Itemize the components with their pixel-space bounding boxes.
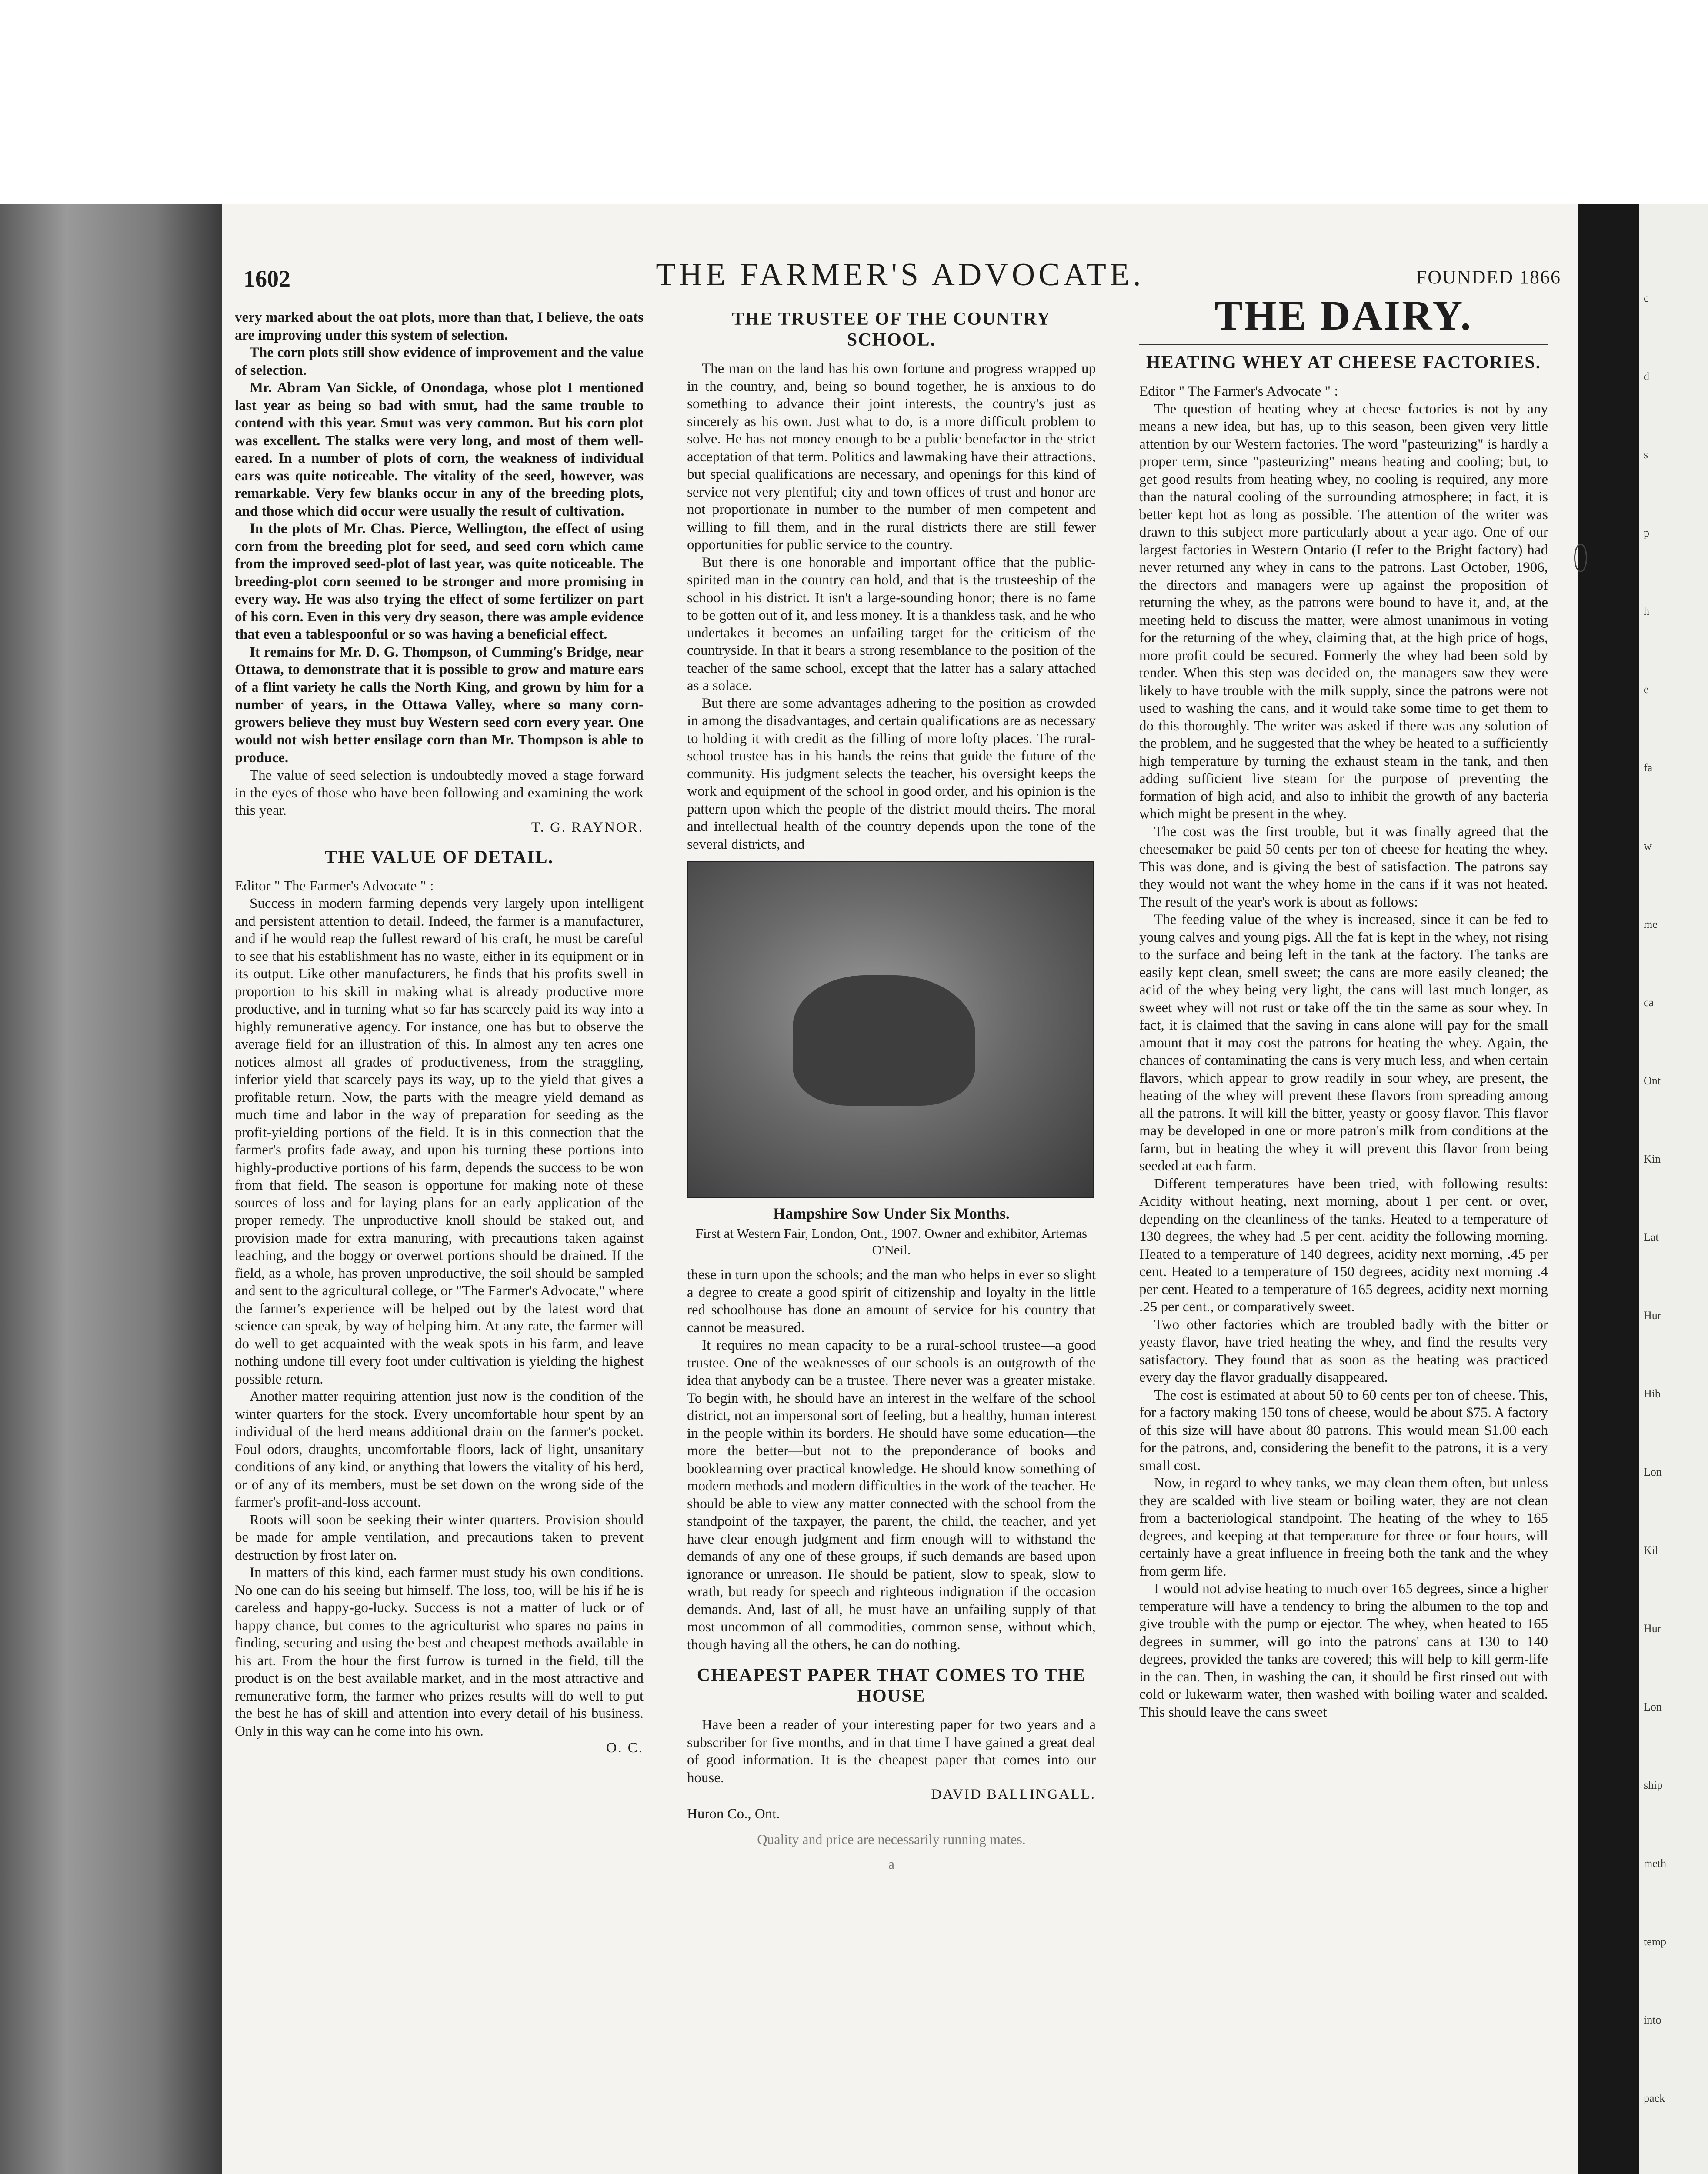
- adjacent-page-fragment: h: [1644, 605, 1649, 617]
- paragraph: Two other factories which are troubled badly with the bitter or yeasty flavor, have tried heating the whey, and find the results very satisfactory. They found that as soon as the heating was practiced every day the flavor gradually disappeared.: [1139, 1317, 1548, 1385]
- department-heading: THE DAIRY.: [1214, 292, 1473, 339]
- adjacent-page-fragment: me: [1644, 918, 1658, 930]
- letter-title: CHEAPEST PAPER THAT COMES TO THE HOUSE: [697, 1665, 1086, 1706]
- margin-ink-mark: [1574, 544, 1587, 572]
- adjacent-page-fragment: d: [1644, 370, 1649, 383]
- photo-caption: First at Western Fair, London, Ont., 1907. Owner and exhibitor, Artemas O'Neil.: [695, 1226, 1088, 1257]
- adjacent-page-fragment: Lat: [1644, 1231, 1659, 1244]
- footer-mark: a: [888, 1856, 895, 1872]
- article-title: THE TRUSTEE OF THE COUNTRY SCHOOL.: [732, 309, 1051, 350]
- adjacent-page-fragment: p: [1644, 527, 1649, 539]
- hampshire-sow-photo: [687, 861, 1094, 1198]
- paragraph: But there are some advantages adhering to the position as crowded in among the disadvantages, and certain qualifications are as necessary to holding it with credit as the filling of more lofty places. The rural-school trustee has in his hands the reins that guide the future of the community. His judgment selects the teacher, his oversight keeps the work and equipment of the school in good order, and his opinion is the pattern upon which the people of the district mould theirs. The moral and intellectual health of the country depends upon the tone of the several districts, and: [687, 695, 1096, 852]
- paragraph: It requires no mean capacity to be a rural-school trustee—a good trustee. One of the weaknesses of our schools is an outgrowth of the idea that anybody can be a trustee. There never was a greater mistake. To begin with, he should have an interest in the welfare of the school district, not an impersonal sort of feeling, but a healthy, human interest in the people within its borders. He should have some education—the more the better—but not to the preponderance of books and booklearning over practical knowledge. He should know something of modern methods and modern difficulties in the work of the teacher. He should be able to view any matter connected with the school from the standpoint of the taxpayer, the parent, the child, the teacher, and yet have clear enough judgment and firm enough will to withstand the demands of any one of these groups, if such demands are based upon ignorance or unreason. He should be patient, slow to speak, slow to wrath, but ready for speech and righteous indignation if the occasion demands. And, last of all, he must have an unfailing supply of that most uncommon of all commodities, common sense, without which, though having all the others, he can do nothing.: [687, 1337, 1096, 1653]
- editor-salutation: Editor " The Farmer's Advocate " :: [1139, 383, 1338, 399]
- adjacent-page-fragment: meth: [1644, 1857, 1666, 1870]
- scan-background-top: [0, 0, 1708, 204]
- page-header: [222, 257, 1578, 296]
- paragraph: The question of heating whey at cheese factories is not by any means a new idea, but has, up to this season, been given very little attention by our Western factories. The word "pasteurizing" is hardly a proper term, since "pasteurizing" means heating and cooling; but, to get good results from heating whey, no cooling is required, any more than the natural cooling of the surrounding atmosphere; in fact, it is better kept hot as long as possible. The attention of the writer was drawn to this subject more particularly about a year ago. One of our largest factories in Western Ontario (I refer to the Bright factory) had never returned any whey in cans to the patrons. Last October, 1906, the directors and managers were up against the proposition of returning the whey, as the patrons were bound to have it, and, at the meeting held to discuss the matter, were almost unanimous in voting for the returning of the whey, claiming that, at the high price of hogs, more profit could be secured. Formerly the whey had been sold by tender. When this step was decided on, the managers saw they were likely to have trouble with the milk supply, since the patrons were not used to washing the cans, and it would take some time to get them to do this thoroughly. The writer was asked if there was any solution of the problem, and he suggested that the whey be heated to a sufficiently high temperature by turning the exhaust steam in the tank, and then adding sufficient live steam for the purpose of preventing the formation of high acid, and also to inhibit the growth of any bacteria which might be present in the whey.: [1139, 401, 1548, 822]
- adjacent-page-fragment: s: [1644, 448, 1648, 461]
- adjacent-page-fragment: e: [1644, 683, 1649, 696]
- adjacent-page-fragment: Ont: [1644, 1074, 1661, 1087]
- paragraph: these in turn upon the schools; and the man who helps in ever so slight a degree to create a good spirit of citizenship and loyalty in the little red schoolhouse has done an amount of service for his country that cannot be measured.: [687, 1267, 1096, 1336]
- article-title: THE VALUE OF DETAIL.: [324, 847, 554, 867]
- paragraph: The corn plots still show evidence of improvement and the value of selection.: [235, 345, 644, 378]
- adjacent-page-fragment: Lon: [1644, 1466, 1662, 1478]
- paragraph: It remains for Mr. D. G. Thompson, of Cumming's Bridge, near Ottawa, to demonstrate that it is possible to grow and mature ears of a flint variety he calls the North King, and grown by him for a number of years, in the Ottawa Valley, where so many corn-growers believe they must buy Western seed corn every year. One would not wish better ensilage corn than Mr. Thompson is able to produce.: [235, 644, 644, 766]
- adjacent-page-fragment: fa: [1644, 761, 1653, 774]
- letter-location: Huron Co., Ont.: [687, 1806, 780, 1822]
- paragraph: very marked about the oat plots, more than that, I believe, the oats are improving under this system of selection.: [235, 310, 644, 343]
- author-signature: T. G. RAYNOR.: [531, 819, 644, 835]
- adjacent-page-fragment: Hur: [1644, 1309, 1661, 1322]
- footer-slogan: Quality and price are necessarily running mates.: [757, 1831, 1026, 1847]
- newspaper-page: [222, 204, 1578, 2174]
- paragraph: The value of seed selection is undoubtedly moved a stage forward in the eyes of those who have been following and examining the work this year.: [235, 767, 644, 818]
- column-2: [687, 309, 1096, 1874]
- adjacent-page-fragment: ship: [1644, 1779, 1663, 1791]
- letter-location-row: [687, 1805, 1096, 1823]
- adjacent-page-fragment: c: [1644, 292, 1649, 304]
- page-number: 1602: [244, 266, 290, 292]
- adjacent-page-fragment: pack: [1644, 2092, 1665, 2104]
- adjacent-page-fragment: Hib: [1644, 1387, 1661, 1400]
- adjacent-page-fragment: Hur: [1644, 1622, 1661, 1635]
- paragraph: Now, in regard to whey tanks, we may clean them often, but unless they are scalded with live steam or boiling water, they are not clean from a bacteriological standpoint. The heating of the whey to 165 degrees, and keeping at that temperature for three or four hours, will certainly have a great influence in freeing both the tank and the whey from germ life.: [1139, 1475, 1548, 1579]
- article-title: HEATING WHEY AT CHEESE FACTORIES.: [1146, 353, 1541, 373]
- author-signature: O. C.: [606, 1740, 644, 1756]
- adjacent-page-fragment: Kin: [1644, 1153, 1661, 1165]
- paragraph: The feeding value of the whey is increased, since it can be fed to young calves and young pigs. All the fat is kept in the whey, not rising to the surface and being left in the tank at the factory. The tanks are easily kept clean, smell sweet; the cans are more easily cleaned; the acid of the whey being very light, the cans will last much longer, as sweet whey will not rust or take off the tin the same as sour whey. In fact, it is claimed that the saving in cans alone will pay for the small amount that it may cost the patrons for heating the whey. Again, the chances of contaminating the cans is very much less, and when certain flavors, which appear to grow readily in sour whey, are present, the heating of the whey will prevent these flavors from spreading among all the patrons. It will kill the bitter, yeasty or goosy flavor. This flavor may be developed in one or more patron's milk from conditions at the farm, but in heating the whey it will prevent this flavor from being seeded at each farm.: [1139, 912, 1548, 1174]
- paragraph: Have been a reader of your interesting paper for two years and a subscriber for five months, and in that time I have gained a great deal of good information. It is the cheapest paper that comes into our house.: [687, 1717, 1096, 1786]
- letter-signature: DAVID BALLINGALL.: [931, 1787, 1096, 1802]
- heading-rule: [1139, 344, 1548, 347]
- adjacent-page-fragment: w: [1644, 840, 1652, 852]
- paragraph: Mr. Abram Van Sickle, of Onondaga, whose plot I mentioned last year as being so bad with smut, had the same trouble to contend with this year. Smut was very common. But his corn plot was excellent. The stalks were very long, and most of them well-eared. In a number of plots of corn, the weakness of individual ears was quite noticeable. The vitality of the seed, however, was remarkable. Very few blanks occur in any of the breeding plots, and those which did occur were usually the result of cultivation.: [235, 380, 644, 519]
- paragraph: The cost is estimated at about 50 to 60 cents per ton of cheese. This, for a factory making 150 tons of cheese, would be about $75. A factory of this size will have about 80 patrons. This would mean $1.00 each for the patrons, and, considering the benefit to the patrons, it is a very small cost.: [1139, 1387, 1548, 1474]
- column-1: [235, 309, 644, 1759]
- paragraph: Different temperatures have been tried, with following results: Acidity without heating, next morning, about 1 per cent. or over, depending on the cleanliness of the tanks. Heated to a temperature of 130 degrees, the whey had .5 per cent. acidity the following morning. Heated to a temperature of 140 degrees, acidity next morning, .45 per cent. Heated to a temperature of 150 degrees, acidity next morning .4 per cent. Heated to a temperature of 165 degrees, acidity next morning .25 per cent., or comparatively sweet.: [1139, 1176, 1548, 1315]
- adjacent-page-fragment: into: [1644, 2014, 1661, 2026]
- editor-salutation: Editor " The Farmer's Advocate " :: [235, 878, 434, 894]
- page-gutter-shadow: [1578, 204, 1639, 2174]
- paragraph: In matters of this kind, each farmer must study his own conditions. No one can do his seeing but himself. The loss, too, will be his if he is careless and happy-go-lucky. Success is not a matter of luck or of happy chance, but comes to the agriculturist who spares no pains in finding, securing and using the best and cheapest methods available in his art. From the hour the first furrow is turned in the field, till the product is on the best available market, and in the most attractive and remunerative form, the farmer who prizes results will do well to put the best he has of skill and attention into every detail of his business. Only in this way can he come into his own.: [235, 1565, 644, 1739]
- paragraph: Another matter requiring attention just now is the condition of the winter quarters for the stock. Every uncomfortable hour spent by an individual of the herd means additional drain on the farmer's pocket. Foul odors, draughts, uncomfortable floors, lack of light, unsanitary conditions of any kind, or anything that lowers the vitality of his herd, or of any of its members, must be set down on the wrong side of the farmer's profit-and-loss account.: [235, 1389, 644, 1510]
- paragraph: Roots will soon be seeking their winter quarters. Provision should be made for ample ventilation, and precautions taken to prevent destruction by frost later on.: [235, 1512, 644, 1563]
- sow-silhouette: [793, 975, 975, 1106]
- adjacent-page-fragment: temp: [1644, 1935, 1666, 1948]
- column-3: [1139, 292, 1548, 1721]
- paragraph: In the plots of Mr. Chas. Pierce, Wellington, the effect of using corn from the breeding plot for seed, and seed corn which came from the improved seed-plot of last year, was quite noticeable. The breeding-plot corn seemed to be stronger and more promising in every way. He was also trying the effect of some fertilizer on part of his corn. Even in this very dry season, there was ample evidence that even a tablespoonful or so was having a beneficial effect.: [235, 521, 644, 642]
- paragraph: The cost was the first trouble, but it was finally agreed that the cheesemaker be paid 50 cents per ton of cheese for heating the whey. This was done, and is giving the best of satisfaction. The patrons say they would not want the whey home in the cans if it was not heated. The result of the year's work is about as follows:: [1139, 824, 1548, 910]
- scan-left-margin: [0, 204, 222, 2174]
- paragraph: The man on the land has his own fortune and progress wrapped up in the country, and, being so bound together, he is anxious to do something to advance their joint interests, the country's just as sincerely as his own. Just what to do, is a more difficult problem to solve. He has not money enough to be a public benefactor in the strict acceptation of that term. Politics and lawmaking have their attractions, but special qualifications are necessary, and openings for this kind of service not very plentiful; city and town offices of trust and honor are not proportionate in number to the number of men competent and willing to fill them, and in the rural districts there are still fewer opportunities for public service to the country.: [687, 361, 1096, 553]
- paragraph: Success in modern farming depends very largely upon intelligent and persistent attention to detail. Indeed, the farmer is a manufacturer, and if he would reap the fullest reward of his craft, he must be careful to see that his establishment has no waste, either in its equipment or in its output. Like other manufacturers, he finds that his profits swell in proportion to his skill in making what is already productive more productive, and in turning what so far has scarcely paid its way into a highly remunerative agency. For instance, one has but to observe the average field for an illustration of this. In almost any ten acres one notices almost all grades of productiveness, from the straggling, inferior yield that scarcely pays its way, up to the yield that gives a profitable return. Now, the parts with the meagre yield demand as much time and labor in the way of preparation for seeding as the profit-yielding portions of the field. It is in this connection that the farmer's profits fade away, and upon his turning these portions into highly-productive portions of his farm, depends the success to be won from that field. The season is opportune for making note of these sources of loss and for laying plans for an early application of the proper remedy. The unproductive knoll should be staked out, and provision made for extra manuring, with precautions taken against leaching, and the boggy or overwet portions should be drained. If the field, as a whole, has proven unproductive, the soil should be sampled and sent to the agricultural college, or "The Farmer's Advocate," where the farmer's experience will be helped out by the latest word that science can speak, by way of helping him. At any rate, the farmer will do well to get acquainted with the weak spots in his farm, and leave nothing undone till every foot under cultivation is yielding the highest possible return.: [235, 896, 644, 1387]
- adjacent-page-fragment: Lon: [1644, 1701, 1662, 1713]
- journal-title: THE FARMER'S ADVOCATE.: [656, 257, 1144, 293]
- paragraph: But there is one honorable and important office that the public-spirited man in the country can hold, and that is the trusteeship of the school in his district. It isn't a large-sounding honor; there is no fame to be gotten out of it, and less money. It is a thankless task, and he who undertakes it becomes an unfailing target for the criticism of the countryside. In that it bears a strong resemblance to the position of the teacher of the same school, except that the latter has a salary attached as a solace.: [687, 554, 1096, 694]
- intro-article: [235, 309, 644, 767]
- adjacent-page-fragment: Kil: [1644, 1544, 1658, 1557]
- founded-note: FOUNDED 1866: [1416, 267, 1561, 288]
- photo-caption-title: Hampshire Sow Under Six Months.: [773, 1205, 1010, 1222]
- adjacent-page-edge: [1639, 204, 1708, 2174]
- paragraph: I would not advise heating to much over 165 degrees, since a higher temperature will have a tendency to bring the albumen to the top and give trouble with the pump or ejector. The whey, when heated to 165 degrees in summer, will go into the patrons' cans at 130 to 140 degrees, provided the tanks are covered; this will help to kill germ-life in the can. Then, in washing the can, it should be first rinsed out with cold or lukewarm water, then washed with boiling water and scalded. This should leave the cans sweet: [1139, 1581, 1548, 1720]
- adjacent-page-fragment: ca: [1644, 996, 1654, 1009]
